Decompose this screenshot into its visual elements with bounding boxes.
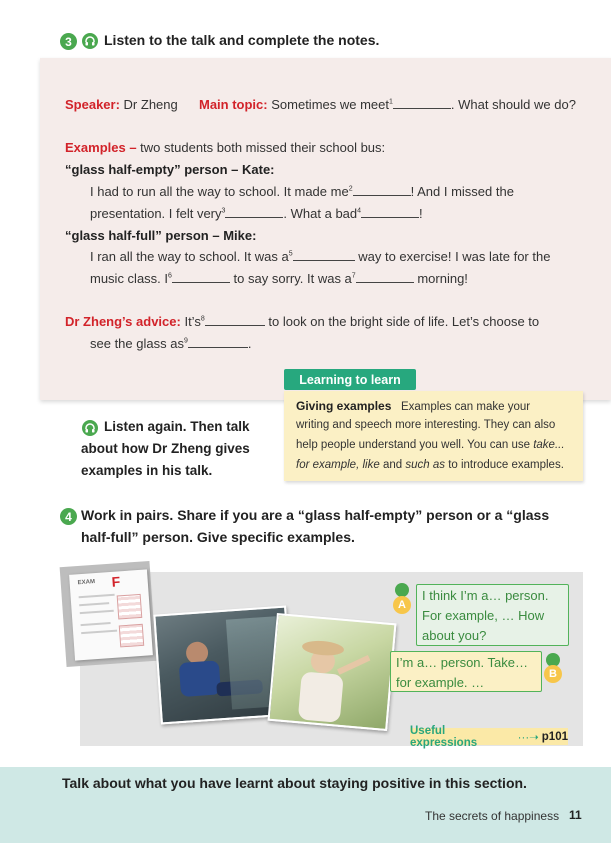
useful-expressions-label: Useful expressions xyxy=(410,724,478,749)
ltl-text: Examples can make your xyxy=(400,401,531,413)
kate-line-2 xyxy=(90,206,423,221)
ltl-text: and xyxy=(382,459,403,471)
examples-text: two students both missed their school bus: xyxy=(140,140,386,155)
blank-number: 1 xyxy=(389,98,393,106)
task-number-4: 4 xyxy=(60,508,77,525)
mike-line-2 xyxy=(90,271,468,286)
advice-line-2 xyxy=(90,336,251,351)
mike-text: to say sorry. It was a xyxy=(233,271,352,286)
speaker-a-badge: A xyxy=(393,596,411,614)
topic-label: Main topic: xyxy=(199,97,268,112)
bubble-b-line-2: for example. … xyxy=(396,675,485,690)
arrow-right-icon: ···➝ xyxy=(517,731,539,744)
ltl-line-1 xyxy=(296,399,530,413)
mike-text: music class. I xyxy=(90,271,169,286)
speaker-b-badge: B xyxy=(544,665,562,683)
blank-9[interactable] xyxy=(188,336,248,348)
kate-line-1 xyxy=(90,184,514,199)
exam-grade: F xyxy=(111,573,121,590)
kate-text: ! xyxy=(419,206,423,221)
advice-line-1 xyxy=(65,314,539,329)
speaker-label: Speaker: xyxy=(65,97,120,112)
examples-line xyxy=(65,140,385,155)
ltl-line-2: writing and speech more interesting. They can also xyxy=(296,419,556,431)
blank-number: 9 xyxy=(183,337,188,345)
listen-again-line-2: about how Dr Zheng gives xyxy=(81,441,250,456)
useful-expressions-link[interactable] xyxy=(410,724,568,749)
advice-text: It’s xyxy=(184,314,201,329)
ltl-line-4 xyxy=(296,459,564,471)
ltl-text: to introduce examples. xyxy=(448,459,564,471)
blank-number: 4 xyxy=(357,207,362,215)
half-full-heading: “glass half-full” person – Mike: xyxy=(65,228,257,243)
bubble-a-line-1: I think I’m a… person. xyxy=(422,588,549,603)
exam-label: EXAM xyxy=(77,579,96,587)
speaker-name: Dr Zheng xyxy=(123,97,178,112)
blank-1[interactable] xyxy=(393,97,451,109)
exam-paper-image xyxy=(69,569,153,660)
kate-text: . What a bad xyxy=(283,206,358,221)
blank-8[interactable] xyxy=(205,314,265,326)
learning-to-learn-tag: Learning to learn xyxy=(284,369,416,390)
blank-2[interactable] xyxy=(353,184,411,196)
headphones-icon xyxy=(82,420,98,436)
kate-text: I had to run all the way to school. It made me xyxy=(90,184,349,199)
ltl-italic: like xyxy=(362,459,380,471)
advice-text: to look on the bright side of life. Let’s choose to xyxy=(268,314,540,329)
kate-text: ! And I missed the xyxy=(410,184,514,199)
ltl-italic: for example, xyxy=(296,459,360,471)
ltl-italic: such as xyxy=(405,459,445,471)
blank-6[interactable] xyxy=(172,271,230,283)
kate-text: presentation. I felt very xyxy=(90,206,222,221)
listen-again-line-1: Listen again. Then talk xyxy=(104,419,250,434)
blank-3[interactable] xyxy=(225,206,283,218)
blank-number: 5 xyxy=(288,250,293,258)
mike-text: way to exercise! I was late for the xyxy=(358,249,551,264)
speaker-a-head-icon xyxy=(395,583,409,597)
blank-4[interactable] xyxy=(361,206,419,218)
task-3-title: Listen to the talk and complete the notes. xyxy=(104,32,380,48)
listen-again-line-3: examples in his talk. xyxy=(81,463,213,478)
blank-number: 6 xyxy=(168,272,172,280)
blank-number: 2 xyxy=(348,185,353,193)
task-4-line-1: Work in pairs. Share if you are a “glass half-empty” person or a “glass xyxy=(81,507,550,523)
unit-title: The secrets of happiness xyxy=(425,809,560,823)
useful-expressions-page: p101 xyxy=(541,730,568,743)
mike-line-1 xyxy=(90,249,550,264)
headphones-icon xyxy=(82,33,98,49)
mike-text: morning! xyxy=(417,271,468,286)
task-number-3: 3 xyxy=(60,33,77,50)
bubble-a-line-3: about you? xyxy=(422,628,487,643)
advice-label: Dr Zheng’s advice: xyxy=(65,314,181,329)
examples-label: Examples – xyxy=(65,140,137,155)
ltl-line-3 xyxy=(296,439,565,451)
speaker-line xyxy=(65,97,576,112)
blank-number: 7 xyxy=(351,272,356,280)
blank-7[interactable] xyxy=(356,271,414,283)
bubble-a-line-2: For example, … How xyxy=(422,608,545,623)
blank-5[interactable] xyxy=(293,249,355,261)
ltl-italic: take... xyxy=(533,439,565,451)
advice-text: see the glass as xyxy=(90,336,184,351)
page-number: 11 xyxy=(569,808,582,822)
advice-text: . xyxy=(247,336,252,351)
bubble-b-line-1: I’m a… person. Take… xyxy=(396,655,528,670)
blank-number: 3 xyxy=(221,207,226,215)
topic-post: . What should we do? xyxy=(450,97,576,112)
mike-text: I ran all the way to school. It was a xyxy=(90,249,289,264)
ltl-heading: Giving examples xyxy=(296,399,392,413)
happy-girl-photo xyxy=(268,613,397,731)
blank-number: 8 xyxy=(200,315,205,323)
topic-pre: Sometimes we meet xyxy=(271,97,389,112)
task-4-line-2: half-full” person. Give specific examples. xyxy=(81,529,355,545)
ltl-text: help people understand you well. You can use xyxy=(296,439,531,451)
summary-text: Talk about what you have learnt about staying positive in this section. xyxy=(62,775,527,791)
half-empty-heading: “glass half-empty” person – Kate: xyxy=(65,162,275,177)
